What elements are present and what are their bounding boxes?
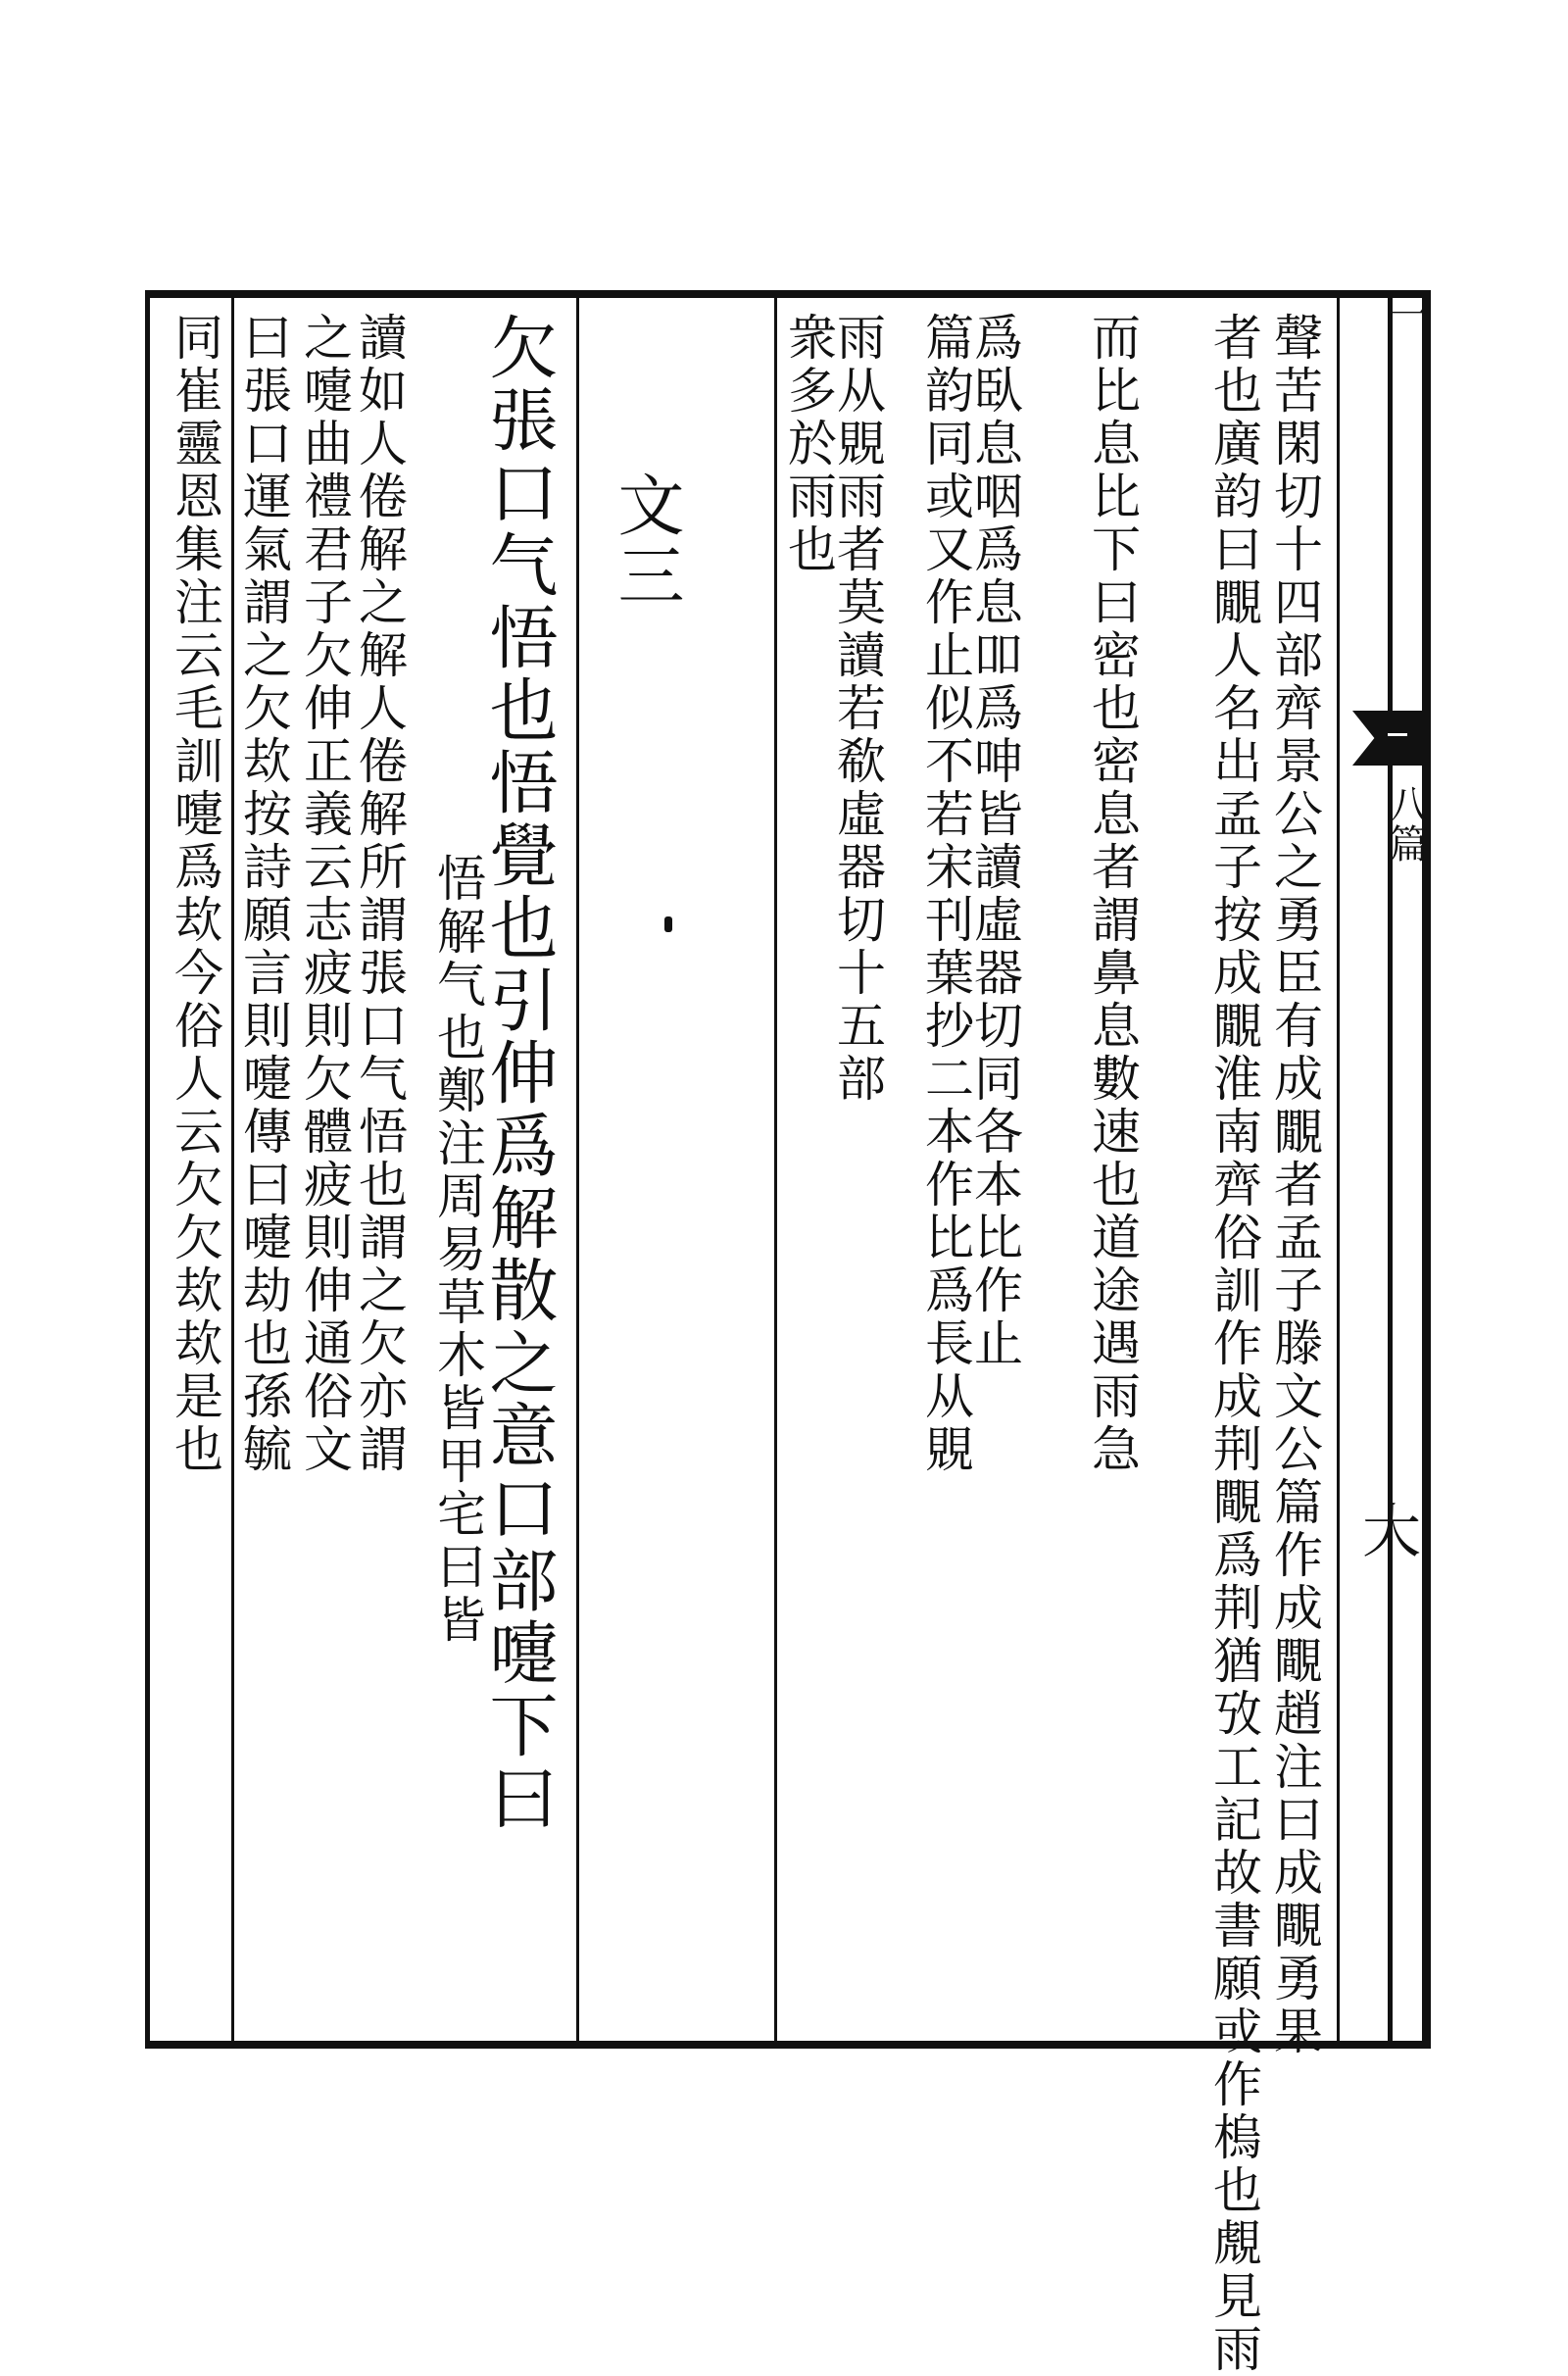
- text-column: 曰張口運氣謂之欠㰦按詩願言則嚏傳曰嚏劫也孫毓: [235, 312, 292, 1476]
- text-column: 爲臥息咽爲息吅爲呻皆讀虛器切同各本比作止: [966, 312, 1023, 1370]
- column-rule: [576, 290, 579, 2049]
- text-column: 讀如人倦解之解人倦解所謂張口气悟也謂之欠亦謂: [351, 312, 408, 1476]
- header-margin: [1352, 290, 1431, 2049]
- text-column: 而比息比下曰密也密息者謂鼻息數速也道途遇雨急: [1084, 312, 1141, 1476]
- volume-mark: 一: [1390, 293, 1429, 338]
- column-rule: [1337, 290, 1340, 2049]
- section-heading: 文三: [607, 470, 684, 612]
- text-column: 欠張口气悟也悟覺也引伸爲解散之意口部嚏下曰: [478, 312, 559, 1835]
- fishtail-line: [1388, 725, 1407, 736]
- text-column: 者也廣韵曰覵人名出孟子按成覵淮南齊俗訓作成荆覸爲荆猶攷工記故書願或作㮧也覤見雨: [1205, 312, 1262, 2376]
- text-column: 聲苦閑切十四部齊景公之勇臣有成覵者孟子滕文公篇作成覸趙注曰成覸勇果: [1266, 312, 1323, 2058]
- column-rule: [231, 290, 234, 2049]
- text-column: 衆多於雨也: [780, 312, 837, 576]
- column-rule: [774, 290, 777, 2049]
- chapter-title: 八篇: [1383, 784, 1428, 863]
- punctuation-dot: [664, 916, 672, 932]
- text-column: 同崔靈恩集注云毛訓嚏爲㰦今俗人云欠欠㰦㰦是也: [167, 312, 223, 1476]
- text-column: 悟解气也鄭注周易草木皆甲宅曰皆: [429, 853, 486, 1647]
- text-column: 之嚏曲禮君子欠伸正義云志疲則欠體疲則伸通俗文: [296, 312, 353, 1476]
- text-column: 篇韵同或又作止似不若宋刊葉抄二本作比爲長从覞: [917, 312, 974, 1476]
- text-column: 雨从覞雨者莫讀若欷虛器切十五部: [829, 312, 886, 1106]
- page-number: 大: [1352, 1500, 1421, 1559]
